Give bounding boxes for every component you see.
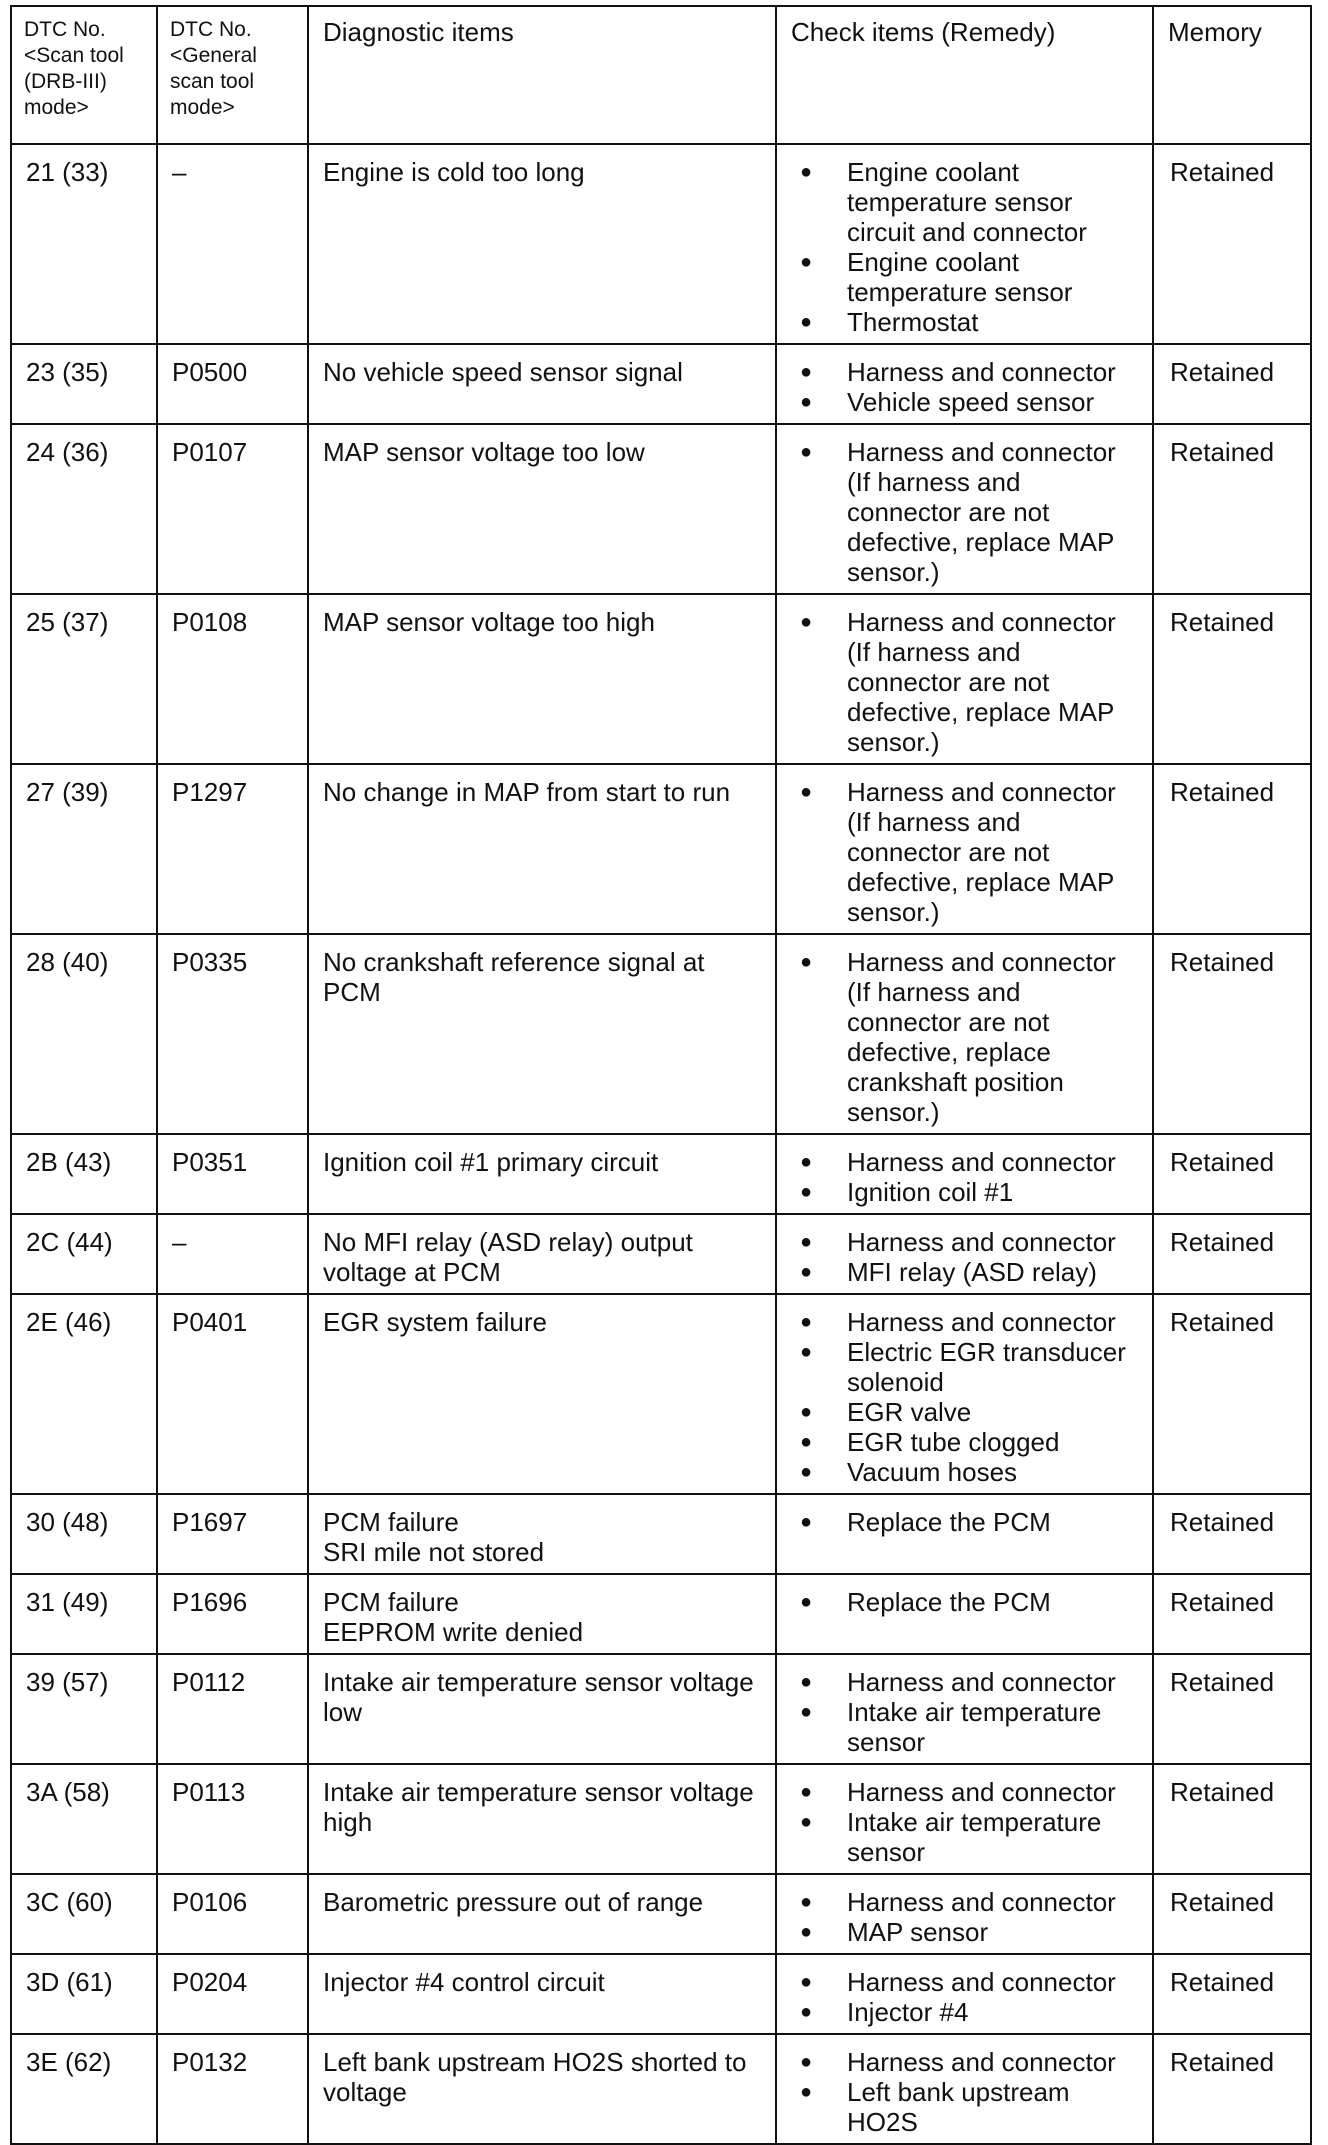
table-row [11, 344, 1311, 424]
check-items-list [791, 1667, 1140, 1757]
diagnostic-item-cell [308, 594, 776, 764]
check-item-text: Harness and connector (If harness and connector are not defective, replace crankshaft position sensor.) [847, 947, 1116, 1127]
diagnostic-item-line: EGR system failure [323, 1307, 547, 1337]
dtc-general-cell: P0132 [157, 2034, 308, 2144]
diagnostic-item-cell [308, 934, 776, 1134]
check-item [791, 607, 1140, 757]
check-item-text: Intake air temperature sensor [847, 1807, 1102, 1867]
check-item-text: Engine coolant temperature sensor [847, 247, 1073, 307]
diagnostic-item-line: PCM failure [323, 1507, 459, 1537]
bullet-icon: ● [799, 1401, 813, 1423]
memory-cell: Retained [1153, 144, 1311, 344]
bullet-icon: ● [799, 1431, 813, 1453]
dtc-scan-tool-cell: 2E (46) [11, 1294, 157, 1494]
check-item [791, 2047, 1140, 2077]
dtc-general-cell: P0112 [157, 1654, 308, 1764]
check-item-text: Replace the PCM [847, 1507, 1051, 1537]
check-items-list [791, 1777, 1140, 1867]
diagnostic-item-cell [308, 1294, 776, 1494]
bullet-icon: ● [799, 1261, 813, 1283]
diagnostic-item-cell [308, 1134, 776, 1214]
dtc-general-cell: P0106 [157, 1874, 308, 1954]
dtc-general-cell: P1297 [157, 764, 308, 934]
dtc-general-cell: P0204 [157, 1954, 308, 2034]
dtc-general-cell: P1696 [157, 1574, 308, 1654]
bullet-icon: ● [799, 441, 813, 463]
check-item-text: Intake air temperature sensor [847, 1697, 1102, 1757]
check-items-list [791, 1307, 1140, 1487]
dtc-table-wrapper [10, 5, 1310, 2145]
check-item-text: Replace the PCM [847, 1587, 1051, 1617]
check-item [791, 387, 1140, 417]
check-items-list [791, 157, 1140, 337]
bullet-icon: ● [799, 1671, 813, 1693]
table-body [11, 144, 1311, 2144]
dtc-general-cell: P0351 [157, 1134, 308, 1214]
table-row [11, 1954, 1311, 2034]
table-row [11, 424, 1311, 594]
check-items-cell [776, 144, 1153, 344]
check-items-list [791, 1227, 1140, 1287]
diagnostic-item-line: EEPROM write denied [323, 1617, 584, 1647]
memory-cell: Retained [1153, 1654, 1311, 1764]
table-row [11, 1294, 1311, 1494]
bullet-icon: ● [799, 1311, 813, 1333]
check-items-cell [776, 1214, 1153, 1294]
memory-cell: Retained [1153, 1954, 1311, 2034]
bullet-icon: ● [799, 1511, 813, 1533]
table-row [11, 144, 1311, 344]
bullet-icon: ● [799, 2001, 813, 2023]
check-items-list [791, 947, 1140, 1127]
diagnostic-item-line: No crankshaft reference signal at PCM [323, 947, 705, 1007]
diagnostic-item-cell [308, 1954, 776, 2034]
dtc-general-cell: P0107 [157, 424, 308, 594]
check-item [791, 1887, 1140, 1917]
memory-cell: Retained [1153, 764, 1311, 934]
check-items-cell [776, 424, 1153, 594]
diagnostic-item-cell [308, 2034, 776, 2144]
table-row [11, 1574, 1311, 1654]
header-row [11, 6, 1311, 144]
check-item [791, 777, 1140, 927]
check-item-text: Engine coolant temperature sensor circuit and connector [847, 157, 1087, 247]
check-item [791, 1257, 1140, 1287]
dtc-scan-tool-cell: 21 (33) [11, 144, 157, 344]
header-memory: Memory [1153, 6, 1311, 144]
diagnostic-item-cell [308, 764, 776, 934]
check-item [791, 357, 1140, 387]
check-items-cell [776, 1954, 1153, 2034]
diagnostic-item-cell [308, 424, 776, 594]
diagnostic-item-cell [308, 1214, 776, 1294]
bullet-icon: ● [799, 1231, 813, 1253]
check-item-text: Harness and connector [847, 1227, 1116, 1257]
check-items-cell [776, 1654, 1153, 1764]
check-item [791, 947, 1140, 1127]
header-dtc-general: DTC No. <General scan tool mode> [157, 6, 308, 144]
check-item [791, 437, 1140, 587]
memory-cell: Retained [1153, 1874, 1311, 1954]
header-dtc-scan-tool: DTC No. <Scan tool (DRB-III) mode> [11, 6, 157, 144]
check-item [791, 1917, 1140, 1947]
check-items-list [791, 1967, 1140, 2027]
dtc-general-cell: P0335 [157, 934, 308, 1134]
check-item [791, 1587, 1140, 1617]
check-item [791, 1807, 1140, 1867]
check-item [791, 1697, 1140, 1757]
check-item [791, 1397, 1140, 1427]
memory-cell: Retained [1153, 344, 1311, 424]
header-check-items: Check items (Remedy) [776, 6, 1153, 144]
check-item-text: Vacuum hoses [847, 1457, 1018, 1487]
diagnostic-item-line: MAP sensor voltage too low [323, 437, 645, 467]
check-item [791, 1337, 1140, 1397]
check-items-cell [776, 344, 1153, 424]
bullet-icon: ● [799, 1461, 813, 1483]
bullet-icon: ● [799, 161, 813, 183]
bullet-icon: ● [799, 781, 813, 803]
diagnostic-item-line: No MFI relay (ASD relay) output voltage at PCM [323, 1227, 693, 1287]
dtc-general-cell: P0401 [157, 1294, 308, 1494]
dtc-scan-tool-cell: 3D (61) [11, 1954, 157, 2034]
diagnostic-item-line: SRI mile not stored [323, 1537, 545, 1567]
bullet-icon: ● [799, 1701, 813, 1723]
check-item [791, 1997, 1140, 2027]
check-item-text: Harness and connector [847, 1307, 1116, 1337]
dtc-scan-tool-cell: 39 (57) [11, 1654, 157, 1764]
memory-cell: Retained [1153, 424, 1311, 594]
check-item-text: Left bank upstream HO2S [847, 2077, 1070, 2137]
diagnostic-item-cell [308, 1494, 776, 1574]
table-row [11, 1134, 1311, 1214]
check-item-text: Electric EGR transducer solenoid [847, 1337, 1126, 1397]
bullet-icon: ● [799, 611, 813, 633]
dtc-general-cell: P0113 [157, 1764, 308, 1874]
check-item-text: Harness and connector [847, 357, 1116, 387]
dtc-general-cell: P1697 [157, 1494, 308, 1574]
dtc-general-cell: P0500 [157, 344, 308, 424]
check-item [791, 1667, 1140, 1697]
check-items-cell [776, 1874, 1153, 1954]
table-row [11, 1654, 1311, 1764]
diagnostic-item-cell [308, 144, 776, 344]
memory-cell: Retained [1153, 2034, 1311, 2144]
dtc-general-cell: – [157, 144, 308, 344]
diagnostic-item-line: Barometric pressure out of range [323, 1887, 704, 1917]
check-item [791, 1967, 1140, 1997]
table-row [11, 594, 1311, 764]
bullet-icon: ● [799, 391, 813, 413]
memory-cell: Retained [1153, 1214, 1311, 1294]
bullet-icon: ● [799, 2051, 813, 2073]
bullet-icon: ● [799, 1811, 813, 1833]
diagnostic-item-line: Left bank upstream HO2S shorted to voltage [323, 2047, 747, 2107]
check-items-cell [776, 2034, 1153, 2144]
check-items-list [791, 1147, 1140, 1207]
dtc-general-cell: – [157, 1214, 308, 1294]
check-items-list [791, 437, 1140, 587]
check-item-text: MFI relay (ASD relay) [847, 1257, 1097, 1287]
check-item [791, 1427, 1140, 1457]
dtc-scan-tool-cell: 30 (48) [11, 1494, 157, 1574]
bullet-icon: ● [799, 361, 813, 383]
table-row [11, 1214, 1311, 1294]
check-item [791, 1777, 1140, 1807]
table-row [11, 2034, 1311, 2144]
check-item [791, 1177, 1140, 1207]
bullet-icon: ● [799, 1891, 813, 1913]
diagnostic-item-cell [308, 1764, 776, 1874]
check-item [791, 1307, 1140, 1337]
diagnostic-item-cell [308, 344, 776, 424]
check-items-cell [776, 1134, 1153, 1214]
check-item-text: Harness and connector (If harness and connector are not defective, replace MAP sensor.) [847, 777, 1116, 927]
table-row [11, 1874, 1311, 1954]
diagnostic-item-cell [308, 1654, 776, 1764]
check-item-text: Ignition coil #1 [847, 1177, 1014, 1207]
check-item-text: Harness and connector [847, 1777, 1116, 1807]
check-items-list [791, 2047, 1140, 2137]
dtc-scan-tool-cell: 24 (36) [11, 424, 157, 594]
dtc-scan-tool-cell: 23 (35) [11, 344, 157, 424]
table-row [11, 1494, 1311, 1574]
table-row [11, 1764, 1311, 1874]
check-items-list [791, 1887, 1140, 1947]
dtc-scan-tool-cell: 25 (37) [11, 594, 157, 764]
dtc-scan-tool-cell: 2C (44) [11, 1214, 157, 1294]
table-row [11, 764, 1311, 934]
diagnostic-item-line: No vehicle speed sensor signal [323, 357, 683, 387]
check-item-text: Harness and connector (If harness and connector are not defective, replace MAP sensor.) [847, 437, 1116, 587]
check-items-cell [776, 1494, 1153, 1574]
diagnostic-item-line: PCM failure [323, 1587, 459, 1617]
dtc-scan-tool-cell: 2B (43) [11, 1134, 157, 1214]
check-items-list [791, 1587, 1140, 1617]
check-item [791, 247, 1140, 307]
check-item-text: Harness and connector [847, 1887, 1116, 1917]
header-diagnostic-items: Diagnostic items [308, 6, 776, 144]
memory-cell: Retained [1153, 1134, 1311, 1214]
check-items-cell [776, 594, 1153, 764]
check-items-list [791, 357, 1140, 417]
memory-cell: Retained [1153, 1294, 1311, 1494]
dtc-general-cell: P0108 [157, 594, 308, 764]
diagnostic-item-line: MAP sensor voltage too high [323, 607, 655, 637]
check-item-text: Injector #4 [847, 1997, 969, 2027]
diagnostic-item-cell [308, 1874, 776, 1954]
check-item [791, 1457, 1140, 1487]
check-items-cell [776, 1764, 1153, 1874]
bullet-icon: ● [799, 1921, 813, 1943]
check-items-list [791, 1507, 1140, 1537]
dtc-scan-tool-cell: 28 (40) [11, 934, 157, 1134]
check-items-cell [776, 934, 1153, 1134]
check-item-text: EGR valve [847, 1397, 972, 1427]
check-item-text: Vehicle speed sensor [847, 387, 1095, 417]
check-items-cell [776, 1294, 1153, 1494]
diagnostic-item-line: Intake air temperature sensor voltage low [323, 1667, 754, 1727]
bullet-icon: ● [799, 1971, 813, 1993]
bullet-icon: ● [799, 311, 813, 333]
diagnostic-item-line: Engine is cold too long [323, 157, 585, 187]
bullet-icon: ● [799, 1151, 813, 1173]
table-row [11, 934, 1311, 1134]
bullet-icon: ● [799, 1341, 813, 1363]
bullet-icon: ● [799, 1181, 813, 1203]
bullet-icon: ● [799, 2081, 813, 2103]
check-item-text: EGR tube clogged [847, 1427, 1060, 1457]
check-item-text: MAP sensor [847, 1917, 989, 1947]
bullet-icon: ● [799, 1591, 813, 1613]
check-items-list [791, 777, 1140, 927]
memory-cell: Retained [1153, 594, 1311, 764]
check-item [791, 1507, 1140, 1537]
memory-cell: Retained [1153, 1764, 1311, 1874]
diagnostic-item-line: No change in MAP from start to run [323, 777, 731, 807]
check-item-text: Harness and connector [847, 2047, 1116, 2077]
diagnostic-item-line: Intake air temperature sensor voltage high [323, 1777, 754, 1837]
check-item [791, 307, 1140, 337]
check-item [791, 1227, 1140, 1257]
check-items-cell [776, 764, 1153, 934]
dtc-scan-tool-cell: 27 (39) [11, 764, 157, 934]
check-item [791, 2077, 1140, 2137]
diagnostic-item-line: Injector #4 control circuit [323, 1967, 605, 1997]
check-item-text: Harness and connector [847, 1967, 1116, 1997]
memory-cell: Retained [1153, 934, 1311, 1134]
dtc-scan-tool-cell: 31 (49) [11, 1574, 157, 1654]
bullet-icon: ● [799, 251, 813, 273]
memory-cell: Retained [1153, 1494, 1311, 1574]
check-item [791, 157, 1140, 247]
check-item [791, 1147, 1140, 1177]
dtc-scan-tool-cell: 3A (58) [11, 1764, 157, 1874]
table-header [11, 6, 1311, 144]
dtc-scan-tool-cell: 3E (62) [11, 2034, 157, 2144]
check-item-text: Thermostat [847, 307, 979, 337]
memory-cell: Retained [1153, 1574, 1311, 1654]
diagnostic-item-cell [308, 1574, 776, 1654]
bullet-icon: ● [799, 1781, 813, 1803]
diagnostic-item-line: Ignition coil #1 primary circuit [323, 1147, 659, 1177]
check-item-text: Harness and connector [847, 1147, 1116, 1177]
dtc-scan-tool-cell: 3C (60) [11, 1874, 157, 1954]
bullet-icon: ● [799, 951, 813, 973]
dtc-table [10, 5, 1312, 2145]
check-item-text: Harness and connector (If harness and connector are not defective, replace MAP sensor.) [847, 607, 1116, 757]
check-items-cell [776, 1574, 1153, 1654]
check-items-list [791, 607, 1140, 757]
check-item-text: Harness and connector [847, 1667, 1116, 1697]
